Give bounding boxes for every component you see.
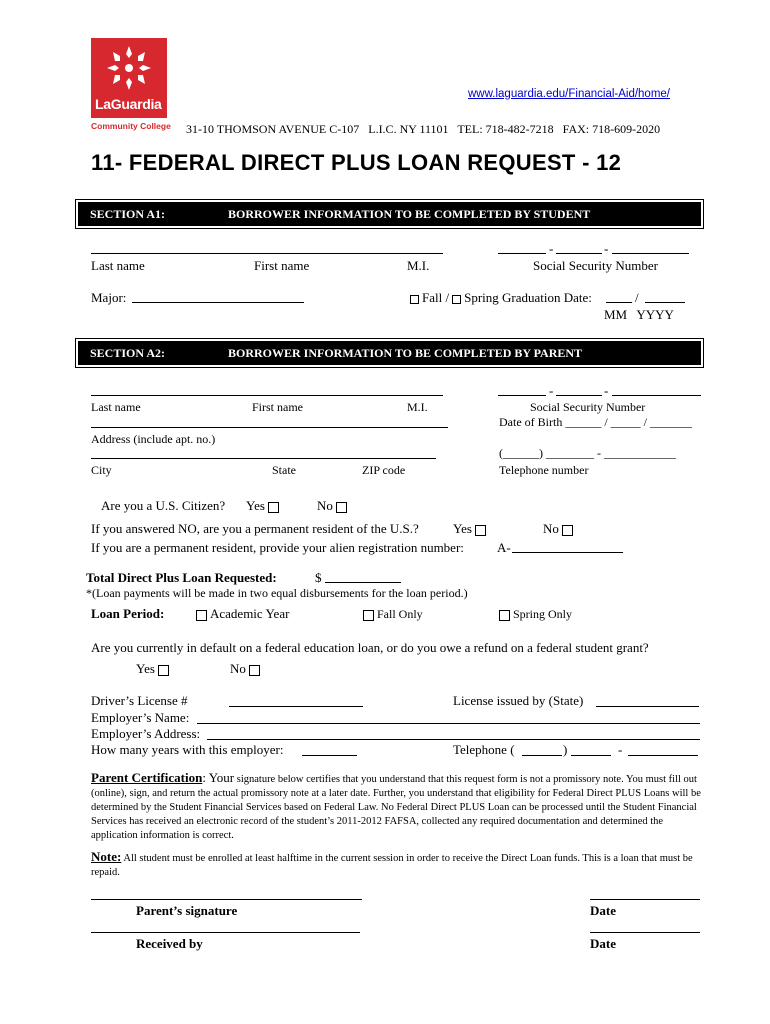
- parent-first-name-label: First name: [252, 400, 303, 414]
- fall-only-checkbox[interactable]: [363, 610, 374, 621]
- student-ssn-field-2[interactable]: [556, 253, 602, 254]
- parent-mi-label: M.I.: [407, 400, 428, 414]
- major-field[interactable]: [132, 302, 304, 303]
- spring-graduation-label: Spring Graduation Date:: [464, 290, 592, 305]
- loan-period-label: Loan Period:: [91, 606, 165, 621]
- ssn-dash-2: -: [604, 241, 609, 256]
- dollar-sign: $: [315, 570, 322, 585]
- spring-only-option: [499, 607, 572, 622]
- permanent-resident-question: If you answered NO, are you a permanent resident of the U.S.?: [91, 521, 419, 536]
- city-label: City: [91, 463, 112, 477]
- college-logo: [91, 38, 167, 118]
- section-a1-heading: BORROWER INFORMATION TO BE COMPLETED BY STUDENT: [228, 207, 591, 221]
- default-no-checkbox[interactable]: [249, 665, 260, 676]
- enrollment-note: [91, 850, 701, 880]
- parent-ssn-label: Social Security Number: [530, 400, 646, 414]
- alien-prefix: A-: [497, 540, 511, 555]
- section-a2-label: SECTION A2:: [90, 346, 166, 360]
- employer-name-label: Employer’s Name:: [91, 710, 190, 725]
- years-employer-field[interactable]: [302, 755, 357, 756]
- parent-ssn-dash-1: -: [549, 383, 554, 398]
- parent-ssn-field-1[interactable]: [498, 395, 546, 396]
- student-ssn-field-1[interactable]: [498, 253, 546, 254]
- logo-subtitle: Community College: [91, 121, 171, 131]
- academic-year-label: Academic Year: [210, 606, 290, 621]
- certification-line1: signature below certifies that you understand that this request form is not a promissory note.: [234, 774, 624, 785]
- date-label-1: Date: [590, 903, 616, 918]
- parent-ssn-field-2[interactable]: [556, 395, 602, 396]
- parent-signature-label: Parent’s signature: [136, 903, 238, 918]
- date-slash: /: [635, 290, 639, 305]
- parent-ssn-field-3[interactable]: [612, 395, 701, 396]
- certification-title: Parent Certification: [91, 770, 203, 785]
- college-address: 31-10 THOMSON AVENUE C-107 L.I.C. NY 11101 TEL: 718-482-7218 FAX: 718-609-2020: [186, 122, 661, 136]
- default-yes-label: Yes: [136, 661, 155, 676]
- note-label: Note:: [91, 849, 122, 864]
- section-a1-header: [78, 202, 701, 226]
- employer-name-field[interactable]: [197, 723, 700, 724]
- section-a2-header: [78, 341, 701, 365]
- graduation-month-field[interactable]: [606, 302, 632, 303]
- academic-year-option: [196, 606, 289, 622]
- student-name-field[interactable]: [91, 253, 443, 254]
- perm-yes-checkbox[interactable]: [475, 525, 486, 536]
- fall-label: Fall /: [422, 290, 450, 305]
- graduation-year-field[interactable]: [645, 302, 685, 303]
- citizen-no-label: No: [317, 498, 333, 513]
- ssn-dash-1: -: [549, 241, 554, 256]
- default-no: [230, 661, 263, 677]
- parent-address-field[interactable]: [91, 427, 448, 428]
- parent-name-field[interactable]: [91, 395, 443, 396]
- years-employer-label: How many years with this employer:: [91, 742, 284, 757]
- parent-phone-field[interactable]: (______) ________ - ____________: [499, 446, 676, 460]
- employer-address-field[interactable]: [207, 739, 700, 740]
- last-name-label: Last name: [91, 258, 145, 273]
- major-label: Major:: [91, 290, 127, 305]
- citizen-yes: [246, 498, 282, 514]
- license-state-field[interactable]: [596, 706, 699, 707]
- employer-phone-paren: ): [563, 742, 568, 757]
- citizen-no-checkbox[interactable]: [336, 502, 347, 513]
- academic-year-checkbox[interactable]: [196, 610, 207, 621]
- parent-last-name-label: Last name: [91, 400, 141, 414]
- page-title: 11- FEDERAL DIRECT PLUS LOAN REQUEST - 12: [91, 150, 622, 175]
- citizen-yes-checkbox[interactable]: [268, 502, 279, 513]
- employer-address-label: Employer’s Address:: [91, 726, 201, 741]
- section-a2-heading: BORROWER INFORMATION TO BE COMPLETED BY PARENT: [228, 346, 583, 360]
- citizen-question: Are you a U.S. Citizen?: [101, 498, 226, 513]
- perm-no-label: No: [543, 521, 559, 536]
- perm-yes: [453, 521, 489, 537]
- website-link[interactable]: www.laguardia.edu/Financial-Aid/home/: [468, 88, 670, 100]
- address-label: Address (include apt. no.): [91, 432, 216, 446]
- logo-name: LaGuardia: [95, 96, 162, 112]
- zip-label: ZIP code: [362, 463, 406, 477]
- perm-yes-label: Yes: [453, 521, 472, 536]
- received-date-field[interactable]: [590, 932, 700, 933]
- received-by-label: Received by: [136, 936, 203, 951]
- default-question: Are you currently in default on a federal education loan, or do you owe a refund on a federal student grant?: [91, 640, 649, 655]
- employer-telephone-label: Telephone (: [453, 742, 515, 757]
- citizen-yes-label: Yes: [246, 498, 265, 513]
- ssn-label: Social Security Number: [533, 258, 658, 273]
- note-text: All student must be enrolled at least halftime in the current session in order to receive the Direct Loan funds. This is a loan that must be repaid.: [91, 853, 693, 878]
- city-state-zip-field[interactable]: [91, 458, 436, 459]
- certification-text: You must fill out (online), sign, and return the actual promissory note at a later date. Further, you understand that eligibility for Federal Direct PLUS Loans will be determined by the Student Financial Services based on Federal Law. No Federal Direct PLUS Loan can be processed until the Student Financial Services has received an electronic record of the student’s 2011-2012 FAFSA, collected any required documentation and determined the application information is correct.: [91, 774, 701, 841]
- fall-only-option: [363, 607, 423, 622]
- parent-date-field[interactable]: [590, 899, 700, 900]
- graduation-term: [407, 290, 592, 306]
- employer-phone-dash: -: [618, 742, 623, 757]
- mm-yyyy-label: MM YYYY: [604, 307, 674, 322]
- loan-amount-field[interactable]: [325, 582, 401, 583]
- first-name-label: First name: [254, 258, 310, 273]
- date-label-2: Date: [590, 936, 616, 951]
- parent-certification: [91, 771, 701, 843]
- perm-no: [543, 521, 576, 537]
- state-label: State: [272, 463, 296, 477]
- drivers-license-label: Driver’s License #: [91, 693, 188, 708]
- alien-registration-question: If you are a permanent resident, provide your alien registration number:: [91, 540, 464, 555]
- student-ssn-field-3[interactable]: [612, 253, 689, 254]
- fall-checkbox[interactable]: [410, 295, 419, 304]
- certification-intro: : Your: [202, 770, 235, 785]
- spring-only-label: Spring Only: [513, 607, 573, 621]
- perm-no-checkbox[interactable]: [562, 525, 573, 536]
- parent-signature-field[interactable]: [91, 899, 362, 900]
- license-state-label: License issued by (State): [453, 693, 584, 708]
- received-by-field[interactable]: [91, 932, 360, 933]
- parent-ssn-dash-2: -: [604, 383, 609, 398]
- flame-emblem-icon: [91, 38, 167, 96]
- employer-phone-line-field[interactable]: [628, 755, 698, 756]
- spring-checkbox[interactable]: [452, 295, 461, 304]
- loan-disbursement-note: *(Loan payments will be made in two equal disbursements for the loan period.): [86, 586, 468, 600]
- citizen-no: [317, 498, 350, 514]
- drivers-license-field[interactable]: [229, 706, 363, 707]
- spring-only-checkbox[interactable]: [499, 610, 510, 621]
- default-yes: [136, 661, 172, 677]
- default-yes-checkbox[interactable]: [158, 665, 169, 676]
- employer-phone-prefix-field[interactable]: [571, 755, 611, 756]
- total-loan-label: Total Direct Plus Loan Requested:: [86, 570, 277, 585]
- fall-only-label: Fall Only: [377, 607, 423, 621]
- employer-area-code-field[interactable]: [522, 755, 562, 756]
- alien-registration-field[interactable]: [512, 552, 623, 553]
- date-of-birth-field[interactable]: Date of Birth ______ / _____ / _______: [499, 415, 692, 429]
- default-no-label: No: [230, 661, 246, 676]
- section-a1-label: SECTION A1:: [90, 207, 166, 221]
- telephone-label: Telephone number: [499, 463, 589, 477]
- mi-label: M.I.: [407, 258, 430, 273]
